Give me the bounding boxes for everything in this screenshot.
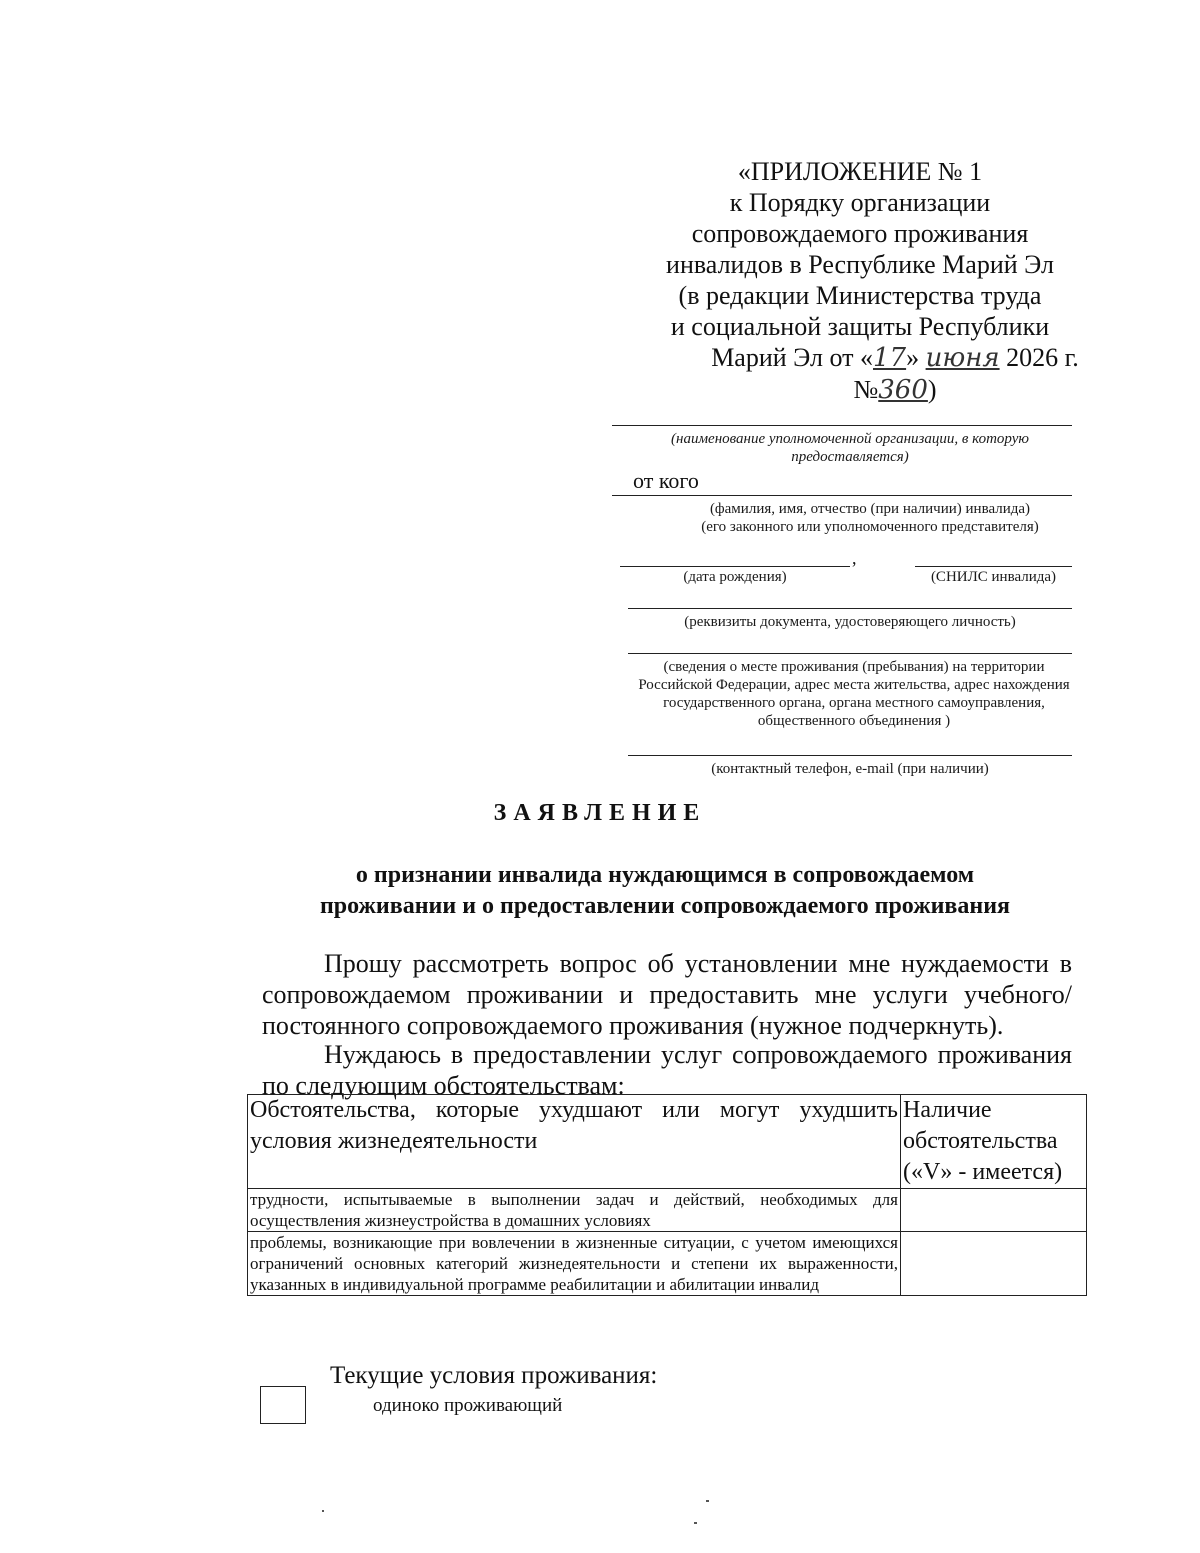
table-header-row [248,1095,1087,1189]
appendix-line: инвалидов в Республике Марий Эл [666,250,1054,279]
appendix-line: (в редакции Министерства труда [678,281,1042,310]
subtitle-line-1: о признании инвалида нуждающимся в сопровождаемом [355,862,975,888]
from-label: от кого [633,468,699,493]
appendix-header [600,156,1120,406]
header-presence: Наличие обстоятельства («V» - имеется) [901,1095,1087,1189]
identity-doc-field-line[interactable] [628,608,1072,609]
appendix-date-line: Марий Эл от «17» июня 2026 г. №360) [711,343,1079,405]
living-alone-checkbox[interactable] [260,1386,306,1424]
contact-field-line[interactable] [628,755,1072,756]
document-subtitle [160,860,1170,922]
table-row [248,1232,1087,1296]
row-2-mark-cell[interactable] [901,1232,1087,1296]
birth-date-field-line[interactable] [620,566,850,567]
row-1-mark-cell[interactable] [901,1189,1087,1232]
appendix-line: к Порядку организации [729,188,991,217]
row-1-text: трудности, испытываемые в выполнении задач и действий, необходимых для осуществления жизнеустройства в домашних условиях [248,1189,901,1232]
residence-caption: (сведения о месте проживания (пребывания) на территории Российской Федерации, адрес места жительства, адрес нахождения государственного органа, органа местного самоуправления, общественного объединения ) [638,659,1070,729]
appendix-line: и социальной защиты Республики [670,312,1050,341]
subtitle-line-2: проживании и о предоставлении сопровождаемого проживания [319,893,1011,919]
identity-doc-caption: (реквизиты документа, удостоверяющего личность) [684,614,1016,630]
request-paragraph: Прошу рассмотреть вопрос об установлении мне нуждаемости в сопровождаемом проживании и предоставить мне услуги учебного/ постоянного сопровождаемого проживания (нужное подчеркнуть). [262,949,1072,1040]
row-2-text: проблемы, возникающие при вовлечении в жизненные ситуации, с учетом имеющихся ограничений основных категорий жизнедеятельности и степени их выраженности, указанных в индивидуальной программе реабилитации и абилитации инвалид [248,1232,901,1296]
org-caption: (наименование уполномоченной организации, в которую предоставляется) [671,431,1029,465]
current-conditions-heading: Текущие условия проживания: [330,1362,658,1389]
handwritten-day: 17 [873,343,907,373]
handwritten-month: июня [925,343,1000,373]
scan-speck [694,1522,697,1524]
comma: , [852,548,857,568]
from-field-line[interactable] [612,495,1072,496]
document-title: ЗАЯВЛЕНИЕ [493,800,707,826]
snils-caption: (СНИЛС инвалида) [930,569,1057,585]
scan-speck [322,1510,324,1512]
residence-field-line[interactable] [628,653,1072,654]
appendix-title: «ПРИЛОЖЕНИЕ № 1 [737,157,983,186]
circumstances-paragraph: Нуждаюсь в предоставлении услуг сопровождаемого проживания по следующим обстоятельствам: [262,1040,1072,1100]
scan-speck [706,1500,709,1502]
person-caption-2: (его законного или уполномоченного представителя) [701,519,1039,535]
birth-date-caption: (дата рождения) [683,569,787,585]
header-circumstances: Обстоятельства, которые ухудшают или могут ухудшить условия жизнедеятельности [248,1095,901,1189]
contact-caption: (контактный телефон, e-mail (при наличии) [711,761,989,777]
person-caption-1: (фамилия, имя, отчество (при наличии) инвалида) [709,501,1031,517]
handwritten-number: 360 [878,375,928,405]
living-alone-label: одиноко проживающий [373,1395,563,1416]
snils-field-line[interactable] [915,566,1072,567]
circumstances-table [247,1094,1087,1296]
appendix-line: сопровождаемого проживания [691,219,1029,248]
table-row [248,1189,1087,1232]
org-field-line[interactable] [612,425,1072,426]
